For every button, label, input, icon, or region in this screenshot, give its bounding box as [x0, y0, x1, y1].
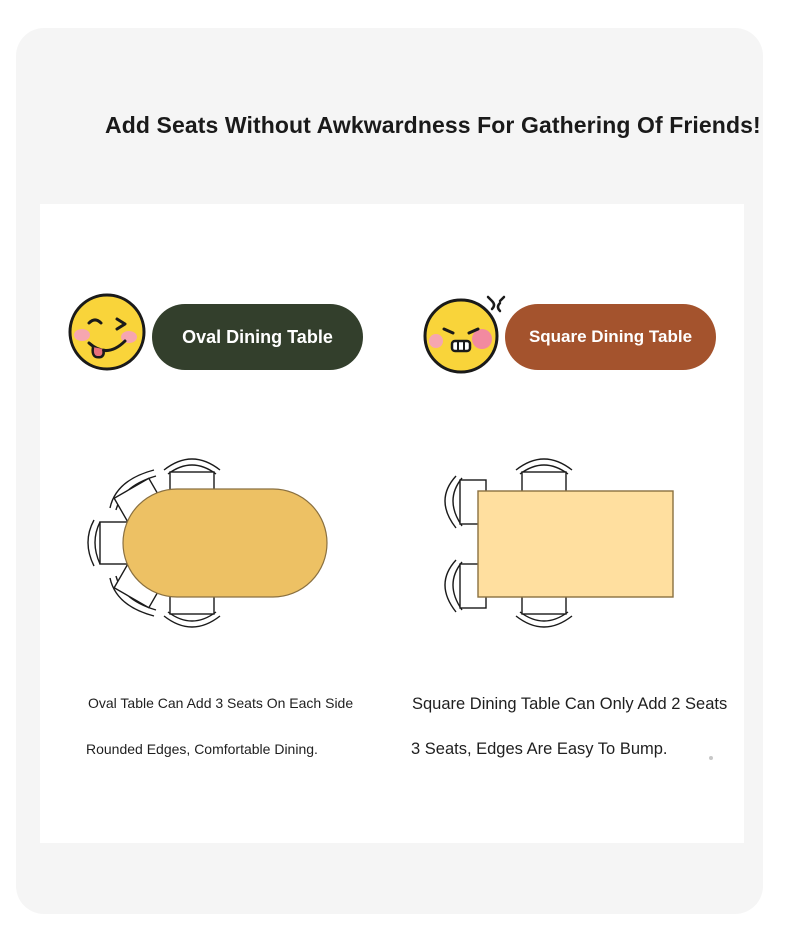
angry-face-icon [422, 293, 506, 375]
oval-caption-line2: Rounded Edges, Comfortable Dining. [86, 741, 318, 757]
square-caption-line2: 3 Seats, Edges Are Easy To Bump. [411, 740, 668, 758]
oval-caption-line1: Oval Table Can Add 3 Seats On Each Side [88, 695, 354, 711]
oval-table-diagram [80, 448, 340, 638]
decorative-dot [709, 756, 713, 760]
winking-tongue-face-icon [67, 293, 149, 371]
page-title: Add Seats Without Awkwardness For Gathering Of Friends! [105, 112, 761, 138]
oval-table-label: Oval Dining Table [152, 304, 363, 370]
square-table-label: Square Dining Table [505, 304, 716, 370]
square-table-diagram [430, 448, 690, 638]
square-caption-line1: Square Dining Table Can Only Add 2 Seats [412, 695, 728, 713]
